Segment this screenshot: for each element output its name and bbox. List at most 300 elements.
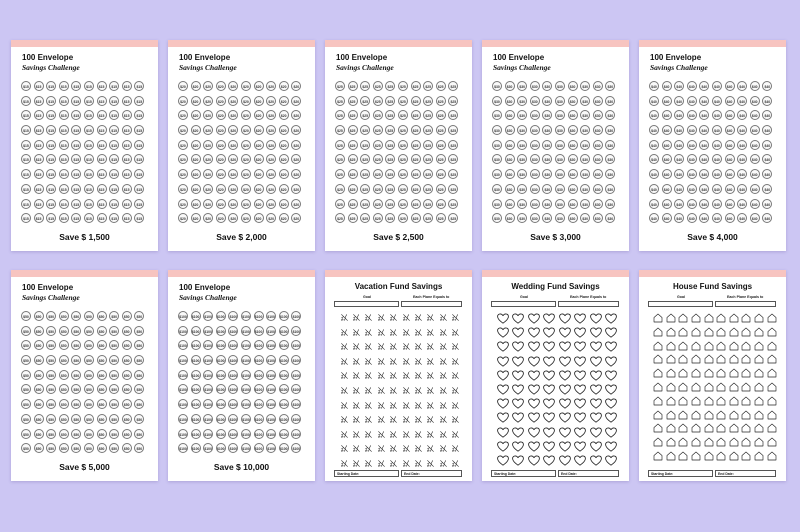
heart-icon[interactable] (557, 427, 573, 441)
airplane-icon[interactable] (338, 313, 350, 328)
envelope-coin[interactable]: $50 (59, 443, 69, 453)
envelope-coin[interactable]: $25 (348, 184, 358, 194)
heart-icon[interactable] (511, 341, 527, 355)
envelope-coin[interactable]: $50 (134, 429, 144, 439)
house-icon[interactable] (728, 451, 741, 465)
envelope-coin[interactable]: $25 (448, 125, 458, 135)
envelope-coin[interactable]: $100 (191, 429, 201, 439)
envelope-coin[interactable]: $50 (84, 326, 94, 336)
envelope-coin[interactable]: $40 (750, 110, 760, 120)
airplane-icon[interactable] (388, 401, 400, 416)
envelope-coin[interactable]: $25 (436, 125, 446, 135)
envelope-coin[interactable]: $25 (373, 125, 383, 135)
envelope-coin[interactable]: $30 (568, 169, 578, 179)
envelope-coin[interactable]: $40 (725, 96, 735, 106)
envelope-coin[interactable]: $15 (34, 199, 44, 209)
envelope-coin[interactable]: $50 (46, 370, 56, 380)
envelope-coin[interactable]: $15 (84, 81, 94, 91)
heart-icon[interactable] (495, 441, 511, 455)
envelope-coin[interactable]: $25 (398, 213, 408, 223)
envelope-coin[interactable]: $30 (542, 110, 552, 120)
envelope-coin[interactable]: $50 (59, 399, 69, 409)
envelope-coin[interactable]: $15 (97, 199, 107, 209)
envelope-coin[interactable]: $50 (34, 370, 44, 380)
envelope-coin[interactable]: $15 (34, 154, 44, 164)
envelope-coin[interactable]: $50 (46, 326, 56, 336)
envelope-coin[interactable]: $100 (266, 414, 276, 424)
airplane-icon[interactable] (338, 342, 350, 357)
envelope-coin[interactable]: $25 (373, 154, 383, 164)
envelope-coin[interactable]: $30 (593, 154, 603, 164)
envelope-coin[interactable]: $30 (580, 96, 590, 106)
house-icon[interactable] (740, 423, 753, 437)
envelope-coin[interactable]: $100 (241, 384, 251, 394)
envelope-coin[interactable]: $100 (254, 414, 264, 424)
airplane-icon[interactable] (400, 371, 412, 386)
envelope-coin[interactable]: $30 (605, 169, 615, 179)
house-icon[interactable] (665, 341, 678, 355)
airplane-icon[interactable] (350, 386, 362, 401)
envelope-coin[interactable]: $30 (555, 125, 565, 135)
envelope-coin[interactable]: $25 (335, 110, 345, 120)
envelope-coin[interactable]: $25 (348, 213, 358, 223)
envelope-coin[interactable]: $50 (59, 311, 69, 321)
house-icon[interactable] (665, 437, 678, 451)
airplane-icon[interactable] (437, 401, 449, 416)
envelope-coin[interactable]: $40 (762, 140, 772, 150)
heart-icon[interactable] (511, 412, 527, 426)
envelope-coin[interactable]: $100 (291, 399, 301, 409)
envelope-coin[interactable]: $30 (568, 213, 578, 223)
envelope-coin[interactable]: $20 (279, 125, 289, 135)
end-date-field[interactable]: End Date: (715, 470, 776, 477)
envelope-coin[interactable]: $50 (71, 414, 81, 424)
envelope-coin[interactable]: $50 (122, 414, 132, 424)
envelope-coin[interactable]: $30 (542, 154, 552, 164)
envelope-coin[interactable]: $25 (373, 184, 383, 194)
heart-icon[interactable] (495, 398, 511, 412)
airplane-icon[interactable] (450, 415, 462, 430)
envelope-coin[interactable]: $15 (46, 184, 56, 194)
envelope-coin[interactable]: $40 (750, 169, 760, 179)
heart-icon[interactable] (588, 441, 604, 455)
airplane-icon[interactable] (338, 386, 350, 401)
envelope-coin[interactable]: $25 (360, 96, 370, 106)
envelope-coin[interactable]: $25 (335, 184, 345, 194)
envelope-coin[interactable]: $15 (21, 213, 31, 223)
envelope-coin[interactable]: $25 (385, 199, 395, 209)
envelope-coin[interactable]: $40 (712, 140, 722, 150)
heart-icon[interactable] (588, 398, 604, 412)
airplane-icon[interactable] (338, 401, 350, 416)
envelope-coin[interactable]: $20 (178, 140, 188, 150)
envelope-coin[interactable]: $100 (203, 311, 213, 321)
envelope-coin[interactable]: $40 (699, 125, 709, 135)
heart-icon[interactable] (588, 455, 604, 469)
envelope-coin[interactable]: $20 (216, 96, 226, 106)
airplane-icon[interactable] (350, 357, 362, 372)
envelope-coin[interactable]: $25 (335, 96, 345, 106)
envelope-coin[interactable]: $25 (411, 184, 421, 194)
envelope-coin[interactable]: $50 (59, 414, 69, 424)
envelope-coin[interactable]: $40 (674, 125, 684, 135)
envelope-coin[interactable]: $100 (254, 443, 264, 453)
heart-icon[interactable] (604, 341, 620, 355)
envelope-coin[interactable]: $40 (649, 169, 659, 179)
envelope-coin[interactable]: $50 (122, 429, 132, 439)
house-icon[interactable] (715, 313, 728, 327)
airplane-icon[interactable] (450, 357, 462, 372)
envelope-coin[interactable]: $20 (254, 140, 264, 150)
house-icon[interactable] (652, 354, 665, 368)
airplane-icon[interactable] (350, 313, 362, 328)
house-icon[interactable] (753, 368, 766, 382)
airplane-icon[interactable] (412, 328, 424, 343)
envelope-coin[interactable]: $20 (228, 81, 238, 91)
envelope-coin[interactable]: $15 (71, 154, 81, 164)
envelope-coin[interactable]: $30 (555, 169, 565, 179)
house-icon[interactable] (753, 327, 766, 341)
envelope-coin[interactable]: $25 (360, 140, 370, 150)
house-icon[interactable] (753, 341, 766, 355)
envelope-coin[interactable]: $50 (71, 399, 81, 409)
envelope-coin[interactable]: $100 (228, 370, 238, 380)
heart-icon[interactable] (573, 455, 589, 469)
airplane-icon[interactable] (450, 386, 462, 401)
envelope-coin[interactable]: $25 (448, 199, 458, 209)
envelope-coin[interactable]: $20 (178, 199, 188, 209)
envelope-coin[interactable]: $25 (423, 154, 433, 164)
envelope-coin[interactable]: $50 (34, 384, 44, 394)
envelope-coin[interactable]: $25 (436, 154, 446, 164)
heart-icon[interactable] (542, 356, 558, 370)
envelope-coin[interactable]: $30 (530, 96, 540, 106)
envelope-coin[interactable]: $100 (291, 311, 301, 321)
house-icon[interactable] (702, 396, 715, 410)
envelope-coin[interactable]: $100 (191, 370, 201, 380)
airplane-icon[interactable] (400, 401, 412, 416)
envelope-coin[interactable]: $50 (71, 384, 81, 394)
envelope-coin[interactable]: $25 (348, 140, 358, 150)
heart-icon[interactable] (588, 427, 604, 441)
envelope-coin[interactable]: $20 (266, 140, 276, 150)
envelope-coin[interactable]: $40 (674, 96, 684, 106)
airplane-icon[interactable] (375, 342, 387, 357)
envelope-coin[interactable]: $15 (122, 169, 132, 179)
envelope-coin[interactable]: $40 (725, 213, 735, 223)
envelope-coin[interactable]: $100 (216, 340, 226, 350)
house-icon[interactable] (652, 368, 665, 382)
envelope-coin[interactable]: $100 (291, 326, 301, 336)
envelope-coin[interactable]: $20 (266, 110, 276, 120)
envelope-coin[interactable]: $25 (436, 140, 446, 150)
envelope-coin[interactable]: $20 (191, 96, 201, 106)
envelope-coin[interactable]: $100 (228, 311, 238, 321)
heart-icon[interactable] (542, 384, 558, 398)
envelope-coin[interactable]: $30 (530, 154, 540, 164)
envelope-coin[interactable]: $25 (335, 81, 345, 91)
envelope-coin[interactable]: $20 (254, 110, 264, 120)
envelope-coin[interactable]: $15 (59, 81, 69, 91)
heart-icon[interactable] (604, 313, 620, 327)
envelope-coin[interactable]: $40 (762, 110, 772, 120)
house-icon[interactable] (652, 313, 665, 327)
envelope-coin[interactable]: $50 (122, 399, 132, 409)
envelope-coin[interactable]: $100 (216, 399, 226, 409)
heart-icon[interactable] (542, 412, 558, 426)
heart-icon[interactable] (588, 384, 604, 398)
envelope-coin[interactable]: $50 (109, 443, 119, 453)
envelope-coin[interactable]: $50 (71, 443, 81, 453)
envelope-coin[interactable]: $15 (71, 199, 81, 209)
house-icon[interactable] (740, 437, 753, 451)
envelope-coin[interactable]: $20 (228, 125, 238, 135)
heart-icon[interactable] (511, 427, 527, 441)
house-icon[interactable] (715, 368, 728, 382)
envelope-coin[interactable]: $100 (241, 340, 251, 350)
envelope-coin[interactable]: $30 (505, 184, 515, 194)
envelope-coin[interactable]: $100 (216, 311, 226, 321)
house-icon[interactable] (728, 354, 741, 368)
envelope-coin[interactable]: $30 (530, 184, 540, 194)
envelope-coin[interactable]: $15 (59, 140, 69, 150)
envelope-coin[interactable]: $15 (109, 199, 119, 209)
envelope-coin[interactable]: $15 (46, 213, 56, 223)
envelope-coin[interactable]: $40 (699, 169, 709, 179)
house-icon[interactable] (765, 341, 778, 355)
starting-date-field[interactable]: Starting Date: (491, 470, 556, 477)
envelope-coin[interactable]: $30 (542, 184, 552, 194)
heart-icon[interactable] (511, 327, 527, 341)
envelope-coin[interactable]: $50 (109, 340, 119, 350)
envelope-coin[interactable]: $40 (662, 213, 672, 223)
envelope-coin[interactable]: $40 (699, 184, 709, 194)
envelope-coin[interactable]: $50 (34, 443, 44, 453)
envelope-coin[interactable]: $100 (203, 399, 213, 409)
house-icon[interactable] (765, 437, 778, 451)
envelope-coin[interactable]: $100 (291, 370, 301, 380)
envelope-coin[interactable]: $100 (178, 443, 188, 453)
envelope-coin[interactable]: $40 (649, 199, 659, 209)
house-icon[interactable] (765, 313, 778, 327)
envelope-coin[interactable]: $40 (750, 184, 760, 194)
airplane-icon[interactable] (363, 357, 375, 372)
envelope-coin[interactable]: $25 (385, 110, 395, 120)
house-icon[interactable] (665, 423, 678, 437)
envelope-coin[interactable]: $50 (97, 355, 107, 365)
envelope-coin[interactable]: $100 (254, 326, 264, 336)
envelope-coin[interactable]: $20 (279, 184, 289, 194)
envelope-coin[interactable]: $30 (492, 213, 502, 223)
envelope-coin[interactable]: $20 (191, 169, 201, 179)
envelope-coin[interactable]: $15 (84, 184, 94, 194)
envelope-coin[interactable]: $40 (699, 213, 709, 223)
heart-icon[interactable] (511, 455, 527, 469)
envelope-coin[interactable]: $40 (662, 125, 672, 135)
envelope-coin[interactable]: $100 (191, 443, 201, 453)
airplane-icon[interactable] (363, 371, 375, 386)
envelope-coin[interactable]: $40 (737, 125, 747, 135)
envelope-coin[interactable]: $25 (385, 184, 395, 194)
envelope-coin[interactable]: $25 (448, 110, 458, 120)
envelope-coin[interactable]: $40 (687, 154, 697, 164)
heart-icon[interactable] (495, 412, 511, 426)
envelope-coin[interactable]: $30 (530, 213, 540, 223)
envelope-coin[interactable]: $20 (216, 199, 226, 209)
envelope-coin[interactable]: $50 (59, 355, 69, 365)
envelope-coin[interactable]: $30 (568, 199, 578, 209)
envelope-coin[interactable]: $40 (737, 81, 747, 91)
envelope-coin[interactable]: $15 (59, 213, 69, 223)
envelope-coin[interactable]: $25 (348, 154, 358, 164)
envelope-coin[interactable]: $15 (122, 110, 132, 120)
house-icon[interactable] (702, 313, 715, 327)
envelope-coin[interactable]: $25 (385, 213, 395, 223)
house-icon[interactable] (765, 451, 778, 465)
envelope-coin[interactable]: $15 (34, 96, 44, 106)
envelope-coin[interactable]: $25 (398, 154, 408, 164)
house-icon[interactable] (728, 410, 741, 424)
envelope-coin[interactable]: $25 (348, 199, 358, 209)
heart-icon[interactable] (495, 341, 511, 355)
envelope-coin[interactable]: $50 (46, 414, 56, 424)
envelope-coin[interactable]: $20 (203, 199, 213, 209)
envelope-coin[interactable]: $20 (291, 199, 301, 209)
house-icon[interactable] (728, 382, 741, 396)
envelope-coin[interactable]: $15 (109, 154, 119, 164)
envelope-coin[interactable]: $20 (216, 184, 226, 194)
envelope-coin[interactable]: $15 (21, 81, 31, 91)
heart-icon[interactable] (511, 313, 527, 327)
heart-icon[interactable] (573, 398, 589, 412)
airplane-icon[interactable] (350, 342, 362, 357)
envelope-coin[interactable]: $30 (568, 140, 578, 150)
envelope-coin[interactable]: $20 (291, 81, 301, 91)
envelope-coin[interactable]: $40 (750, 154, 760, 164)
house-icon[interactable] (728, 437, 741, 451)
envelope-coin[interactable]: $20 (178, 169, 188, 179)
airplane-icon[interactable] (412, 401, 424, 416)
envelope-coin[interactable]: $15 (97, 184, 107, 194)
heart-icon[interactable] (557, 398, 573, 412)
envelope-coin[interactable]: $50 (21, 384, 31, 394)
envelope-coin[interactable]: $25 (436, 213, 446, 223)
envelope-coin[interactable]: $100 (191, 384, 201, 394)
envelope-coin[interactable]: $20 (279, 110, 289, 120)
envelope-coin[interactable]: $40 (750, 140, 760, 150)
envelope-coin[interactable]: $20 (266, 81, 276, 91)
envelope-coin[interactable]: $30 (492, 154, 502, 164)
envelope-coin[interactable]: $30 (593, 199, 603, 209)
envelope-coin[interactable]: $40 (649, 125, 659, 135)
envelope-coin[interactable]: $20 (178, 213, 188, 223)
house-icon[interactable] (677, 396, 690, 410)
goal-field[interactable] (491, 301, 556, 307)
envelope-coin[interactable]: $100 (216, 443, 226, 453)
envelope-coin[interactable]: $100 (191, 311, 201, 321)
envelope-coin[interactable]: $20 (178, 125, 188, 135)
envelope-coin[interactable]: $15 (21, 199, 31, 209)
envelope-coin[interactable]: $40 (687, 140, 697, 150)
envelope-coin[interactable]: $25 (423, 125, 433, 135)
envelope-coin[interactable]: $30 (580, 213, 590, 223)
house-icon[interactable] (765, 368, 778, 382)
envelope-coin[interactable]: $40 (737, 110, 747, 120)
envelope-coin[interactable]: $50 (46, 443, 56, 453)
envelope-coin[interactable]: $30 (555, 96, 565, 106)
house-icon[interactable] (702, 354, 715, 368)
envelope-coin[interactable]: $20 (241, 169, 251, 179)
house-icon[interactable] (740, 410, 753, 424)
envelope-coin[interactable]: $15 (84, 213, 94, 223)
envelope-coin[interactable]: $15 (84, 169, 94, 179)
house-icon[interactable] (702, 327, 715, 341)
envelope-coin[interactable]: $20 (191, 213, 201, 223)
house-icon[interactable] (740, 327, 753, 341)
house-icon[interactable] (702, 451, 715, 465)
airplane-icon[interactable] (437, 371, 449, 386)
envelope-coin[interactable]: $40 (712, 199, 722, 209)
envelope-coin[interactable]: $20 (279, 81, 289, 91)
envelope-coin[interactable]: $40 (725, 199, 735, 209)
envelope-coin[interactable]: $25 (398, 81, 408, 91)
house-icon[interactable] (740, 341, 753, 355)
envelope-coin[interactable]: $50 (59, 429, 69, 439)
envelope-coin[interactable]: $30 (580, 125, 590, 135)
envelope-coin[interactable]: $40 (737, 184, 747, 194)
heart-icon[interactable] (542, 427, 558, 441)
envelope-coin[interactable]: $20 (266, 96, 276, 106)
heart-icon[interactable] (511, 370, 527, 384)
envelope-coin[interactable]: $100 (291, 340, 301, 350)
envelope-coin[interactable]: $20 (291, 154, 301, 164)
envelope-coin[interactable]: $15 (84, 199, 94, 209)
envelope-coin[interactable]: $20 (254, 184, 264, 194)
envelope-coin[interactable]: $50 (71, 326, 81, 336)
house-icon[interactable] (740, 368, 753, 382)
house-icon[interactable] (690, 327, 703, 341)
envelope-coin[interactable]: $100 (228, 443, 238, 453)
airplane-icon[interactable] (437, 357, 449, 372)
envelope-coin[interactable]: $40 (649, 154, 659, 164)
envelope-coin[interactable]: $50 (97, 443, 107, 453)
heart-icon[interactable] (526, 313, 542, 327)
heart-icon[interactable] (542, 313, 558, 327)
envelope-coin[interactable]: $30 (492, 81, 502, 91)
envelope-coin[interactable]: $25 (448, 96, 458, 106)
envelope-coin[interactable]: $50 (84, 399, 94, 409)
envelope-coin[interactable]: $20 (279, 169, 289, 179)
airplane-icon[interactable] (388, 444, 400, 459)
envelope-coin[interactable]: $100 (241, 399, 251, 409)
envelope-coin[interactable]: $50 (34, 399, 44, 409)
envelope-coin[interactable]: $25 (448, 140, 458, 150)
envelope-coin[interactable]: $15 (134, 213, 144, 223)
envelope-coin[interactable]: $50 (109, 414, 119, 424)
envelope-coin[interactable]: $50 (97, 326, 107, 336)
envelope-coin[interactable]: $50 (97, 384, 107, 394)
envelope-coin[interactable]: $15 (71, 125, 81, 135)
heart-icon[interactable] (542, 455, 558, 469)
envelope-coin[interactable]: $50 (46, 340, 56, 350)
envelope-coin[interactable]: $100 (254, 355, 264, 365)
envelope-coin[interactable]: $20 (241, 110, 251, 120)
envelope-coin[interactable]: $30 (593, 184, 603, 194)
envelope-coin[interactable]: $30 (542, 125, 552, 135)
airplane-icon[interactable] (425, 415, 437, 430)
envelope-coin[interactable]: $15 (84, 125, 94, 135)
envelope-coin[interactable]: $50 (84, 370, 94, 380)
